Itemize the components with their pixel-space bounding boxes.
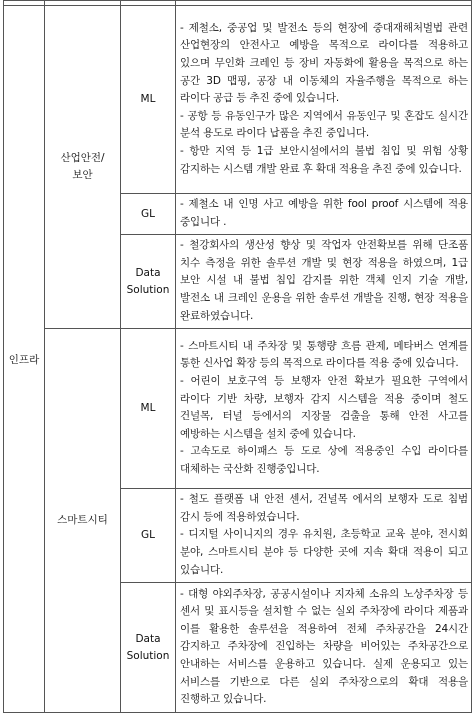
type-cell [121,583,176,713]
description-item: - 고속도로 하이패스 등 도로 상에 적용중인 수입 라이다를 대체하는 국산화 진행중입니다. [180,445,468,475]
type-label: Data Solution [126,266,170,296]
type-cell [121,235,176,329]
category-cell: 인프라 [4,6,45,713]
group-cell-smart-city: 스마트시티 [45,329,121,713]
description-cell [176,489,472,583]
description-item: - 디지털 사이니지의 경우 유치원, 초등학교 교육 분야, 전시회 분야, 스마트시티 분야 등 다양한 곳에 지속 확대 적용이 되고 있습니다. [180,528,468,576]
description-item: - 제철소, 중공업 및 발전소 등의 현장에 중대재해처벌법 관련 산업현장의 안전사고 예방을 목적으로 라이다를 적용하고 있으며 무인화 크레인 등 장비 자동화에 활용을 목적으로 하는 공간 3D 맵핑, 공장 내 이동체의 자율주행을 목적으로 하는 라이다 공급 등 추진 중에 있습니다. [180,21,468,105]
type-cell: ML [121,6,176,194]
description-item: - 철도 플랫폼 내 안전 센서, 건널목 에서의 보행자 도로 침범 감시 등에 적용하였습니다. [180,493,468,523]
description-item: - 항만 지역 등 1급 보안시설에서의 불법 침입 및 위험 상황 감지하는 시스템 개발 완료 후 확대 적용을 추진 중에 있습니다. [180,144,468,175]
description-item: - 철강회사의 생산성 향상 및 작업자 안전확보를 위해 단조품 치수 측정을 위한 솔루션 개발 및 현장 적용을 하였으며, 1급 보안 시설 내 불법 침입 감지를 위한 객체 인지 기술 개발, 발전소 내 크레인 운용을 위한 솔루션 개발을 진행, 현장 적용을 완료하였습니다. [180,239,468,322]
description-item: - 제철소 내 인명 사고 예방을 위한 fool proof 시스템에 적용 중입니다 . [180,198,468,228]
description-cell [176,235,472,329]
type-label: Data Solution [126,632,170,662]
table-row [4,329,472,489]
type-cell: GL [121,489,176,583]
table-row [4,6,472,194]
description-item: - 대형 야외주차장, 공공시설이나 지자체 소유의 노상주차장 등 센서 및 표시등을 설치할 수 없는 실외 주차장에 라이다 제품과 이를 활용한 솔루션을 적용하여 전체 주차공간을 24시간 감지하고 주차장에 진입하는 차량을 비어있는 주차공간으로 안내하는 서비스를 운용하고 있습니다. 실제 운용되고 있는 서비스를 기반으로 다른 실외 주차장으로의 확대 적용을 진행하고 있습니다. [180,587,468,706]
group-cell-safety-security [45,6,121,329]
type-cell: ML [121,329,176,489]
type-cell: GL [121,194,176,235]
group-name: 산업안전/ 보안 [60,152,105,182]
description-item: - 스마트시티 내 주차장 및 통행량 흐름 관제, 메타버스 연계를 통한 신사업 확장 등의 목적으로 라이다를 적용 중에 있습니다. [180,339,468,370]
description-cell [176,194,472,235]
description-cell [176,6,472,194]
description-item: - 어린이 보호구역 등 보행자 안전 확보가 필요한 구역에서 라이다 기반 차량, 보행자 감지 시스템을 적용 중이며 철도 건널목, 터널 등에서의 지장물 검출을 통해 안전 사고를 예방하는 시스템을 설치 중에 있습니다. [180,374,468,440]
description-item: - 공항 등 유동인구가 많은 지역에서 유동인구 및 혼잡도 실시간 분석 용도로 라이다 납품을 추진 중입니다. [180,109,468,140]
description-cell [176,329,472,489]
infra-application-table [3,0,472,713]
description-cell [176,583,472,713]
